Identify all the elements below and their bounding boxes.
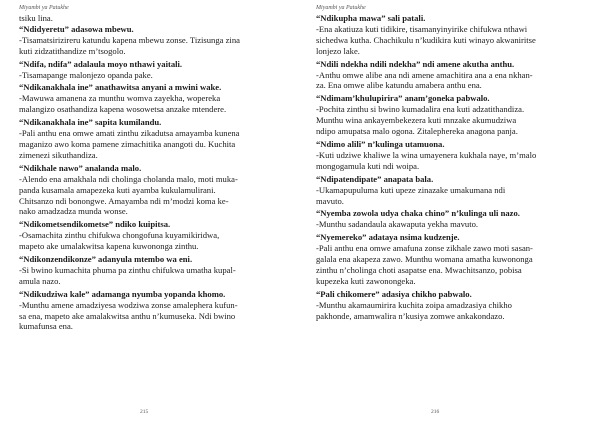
proverb-heading: “Ndikonzendikonze” adanyula mtembo wa eni. [19,254,193,265]
proverb-entry [19,219,289,252]
proverb-heading: “Ndidyeretu” adasowa mbewu. [19,23,134,34]
proverb-entry [19,82,289,115]
page-number: 215 [140,409,149,415]
proverb-body-line: -Alendo ena amakhala ndi cholinga cholanda malo, moti muka- [19,173,238,184]
proverb-body-line: mavuto. [316,195,344,206]
proverb-heading: “Ndikanakhala ine” anathawitsa anyani a mwini wake. [19,82,222,93]
proverb-body-line: -Anthu omwe alibe ana ndi amene amachitira ana a ena nkhan- [316,69,533,80]
proverb-heading: “Ndikupha mawa” sali patali. [316,13,426,23]
proverb-heading: “Ndili ndekha ndili ndekha” ndi amene akutha anthu. [316,58,515,69]
proverb-body-line: kumafunsa ena. [19,321,73,332]
proverb-body-line: -Munthu akamaumirira kuchita zoipa amadzasiya chikho [316,299,512,310]
proverb-body-line: sichedwa kutha. Chachikulu n’kudikira kuti winayo akwaniritse [316,34,536,45]
proverb-body-line: -Ena akatiuza kuti tidikire, tisamanyinyirike chifukwa nthawi [316,23,528,34]
proverb-heading: “Nyemba zowola udya chaka chino” n’kulinga uli nazo. [316,208,520,219]
proverb-body-line: amula nazo. [19,275,61,286]
proverb-body-line: -Pochita zinthu si bwino kumadalira ena kuti adzatithandiza. [316,104,525,115]
proverb-entry [19,59,289,81]
proverb-entry [316,232,586,287]
proverb-heading: “Pali chikomere” adasiya chikho pabwalo. [316,288,472,299]
proverb-body-line: malangizo osathandiza kapena wosowetsa anzake mtendere. [19,104,227,115]
proverb-body-line: galala ena akapeza zawo. Munthu womana amatha kuwononga [316,254,533,265]
proverb-heading: “Ndifa, ndifa” adalaula moyo nthawi yaitali. [19,58,183,69]
proverb-body-line: panda kusamala amapezeka kuti ayamba kukulamulirani. [19,184,216,195]
page-content [316,13,586,321]
proverb-body-line: nako amadzadza munda wonse. [19,206,128,217]
proverb-heading: “Ndipatendipate” anapata bala. [316,173,434,184]
running-head: Miyambi ya Patukhe [316,5,366,11]
proverb-entry [316,59,586,92]
page-content [19,13,289,332]
proverb-body-line: ndipo amupatsa malo ogona. Zitalephereka anagona panja. [316,126,518,137]
proverb-body-line: zinthu n’cholinga choti asapatse ena. Mwachitsanzo, pobisa [316,264,522,275]
proverb-body-line: -Si bwino kumachita phuma pa zinthu chifukwa umatha kupal- [19,264,236,275]
proverb-entry [19,289,289,333]
proverb-body-line: -Mawuwa amanena za munthu womva zayekha, wopereka [19,93,221,104]
proverb-body-line: Chitsanzo ndi bonongwe. Amayamba ndi m’modzi koma ke- [19,195,229,206]
proverb-body-line: kuti zidzatithandize m’tsogolo. [19,45,126,56]
proverb-body-line: -Tisamapange malonjezo opanda pake. [19,69,153,80]
proverb-heading: “Ndimo alili” n’kulinga utamuona. [316,138,445,149]
proverb-body-line: za. Ena omwe alibe katundu amabera anthu ena. [316,80,482,91]
running-head: Miyambi ya Patukhe [19,5,69,11]
proverb-entry [19,163,289,218]
proverb-entry [316,289,586,322]
proverb-entry [316,139,586,172]
proverb-body-line: Munthu wina ankayembekezera kuti mnzake akumudziwa [316,115,517,126]
proverb-body-line: -Kuti udziwe khaliwe la wina umayenera kukhala naye, m’malo [316,149,537,160]
proverb-body-line: kupezeka kuti zawonongeka. [316,275,416,286]
proverb-entry [316,208,586,230]
proverb-body-line: -Munthu sadandaula akawaputa yekha mavuto. [316,219,479,230]
proverb-heading: “Ndimam’khulupirira” anam’goneka pabwalo. [316,93,490,104]
proverb-heading: “Ndikhale nawo” analanda malo. [19,162,142,173]
proverb-body-line: pakhonde, amamwalira n’kusiya zomwe ankakondazo. [316,310,505,321]
proverb-body-line: maganizo awo koma pamene zimachitika anangoti du. Kuchita [19,138,236,149]
proverb-body-line: mongogamula kuti ndi woipa. [316,160,420,171]
proverb-body-line: lonjezo lake. [316,45,360,56]
page-number: 216 [431,409,440,415]
proverb-body-line: -Pali anthu ena omwe amafuna zonse zikhale zawo moti sasan- [316,243,533,254]
proverb-entry [316,13,586,57]
proverb-body-line: -Ukamapupuluma kuti upeze zinazake umakumana ndi [316,184,506,195]
proverb-entry [316,174,586,207]
proverb-entry [316,93,586,137]
proverb-heading: “Nyemereko” adataya nsima kudzenje. [316,232,460,243]
proverb-heading: “Ndikanakhala ine” sapita kumilandu. [19,117,162,128]
proverb-entry [19,117,289,161]
proverb-body-line: -Pali anthu ena omwe amati zinthu zikadutsa amayamba kunena [19,128,240,139]
proverb-body-line: mapeto ake umalakwitsa kapena kuwononga zinthu. [19,241,199,252]
proverb-entry [19,24,289,57]
proverb-body-line: zimenezi sikuthandiza. [19,149,98,160]
proverb-body-line: -Osamachita zinthu chifukwa chongofuna kuyamikiridwa, [19,230,220,241]
right-page [300,0,600,424]
proverb-heading: “Ndikudziwa kale” adamanga nyumba yopanda khomo. [19,288,226,299]
proverb-entry [19,254,289,287]
intro-line: tsiku lina. [19,13,53,23]
proverb-body-line: -Munthu amene amadziyesa wodziwa zonse amalephera kufun- [19,299,238,310]
proverb-body-line: sa ena, mapeto ake amalakwitsa anthu n’kumuseka. Ndi bwino [19,310,236,321]
proverb-heading: “Ndikometsendikometse” ndiko kuipitsa. [19,219,171,230]
proverb-body-line: -Tisamatsirizireru katundu kapena mbewu zonse. Tizisunga zina [19,34,240,45]
